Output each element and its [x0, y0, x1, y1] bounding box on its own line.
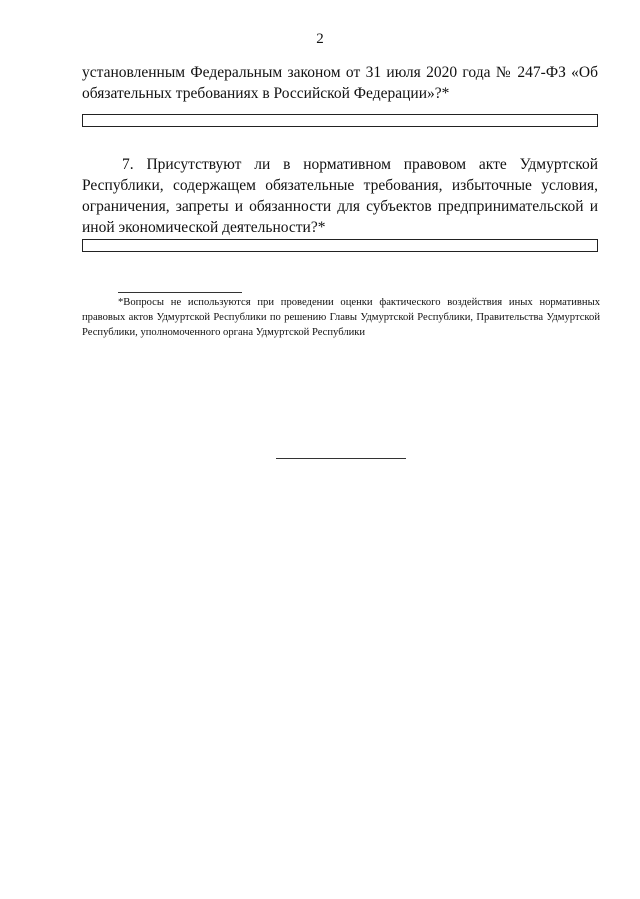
footnote: *Вопросы не используются при проведении оценки фактического воздействия иных нормативных правовых актов Удмуртской Республики по решению Главы Удмуртской Республики, Правительства Удмуртской Республики, уполномоченного органа Удмуртской Республики	[82, 297, 600, 338]
question-7: 7. Присутствуют ли в нормативном правовом акте Удмуртской Республики, содержащем обязательные требования, избыточные условия, ограничения, запреты и обязанности для субъектов предпринимательской и иной экономической деятельности?*	[82, 156, 598, 236]
page-number: 2	[316, 31, 324, 47]
footnote-separator	[118, 292, 242, 293]
document-end-line	[276, 458, 406, 459]
answer-field-question-7[interactable]	[82, 239, 598, 252]
paragraph-continuation: установленным Федеральным законом от 31 июля 2020 года № 247-ФЗ «Об обязательных требованиях в Российской Федерации»?*	[82, 64, 598, 102]
answer-field-previous-question[interactable]	[82, 114, 598, 127]
